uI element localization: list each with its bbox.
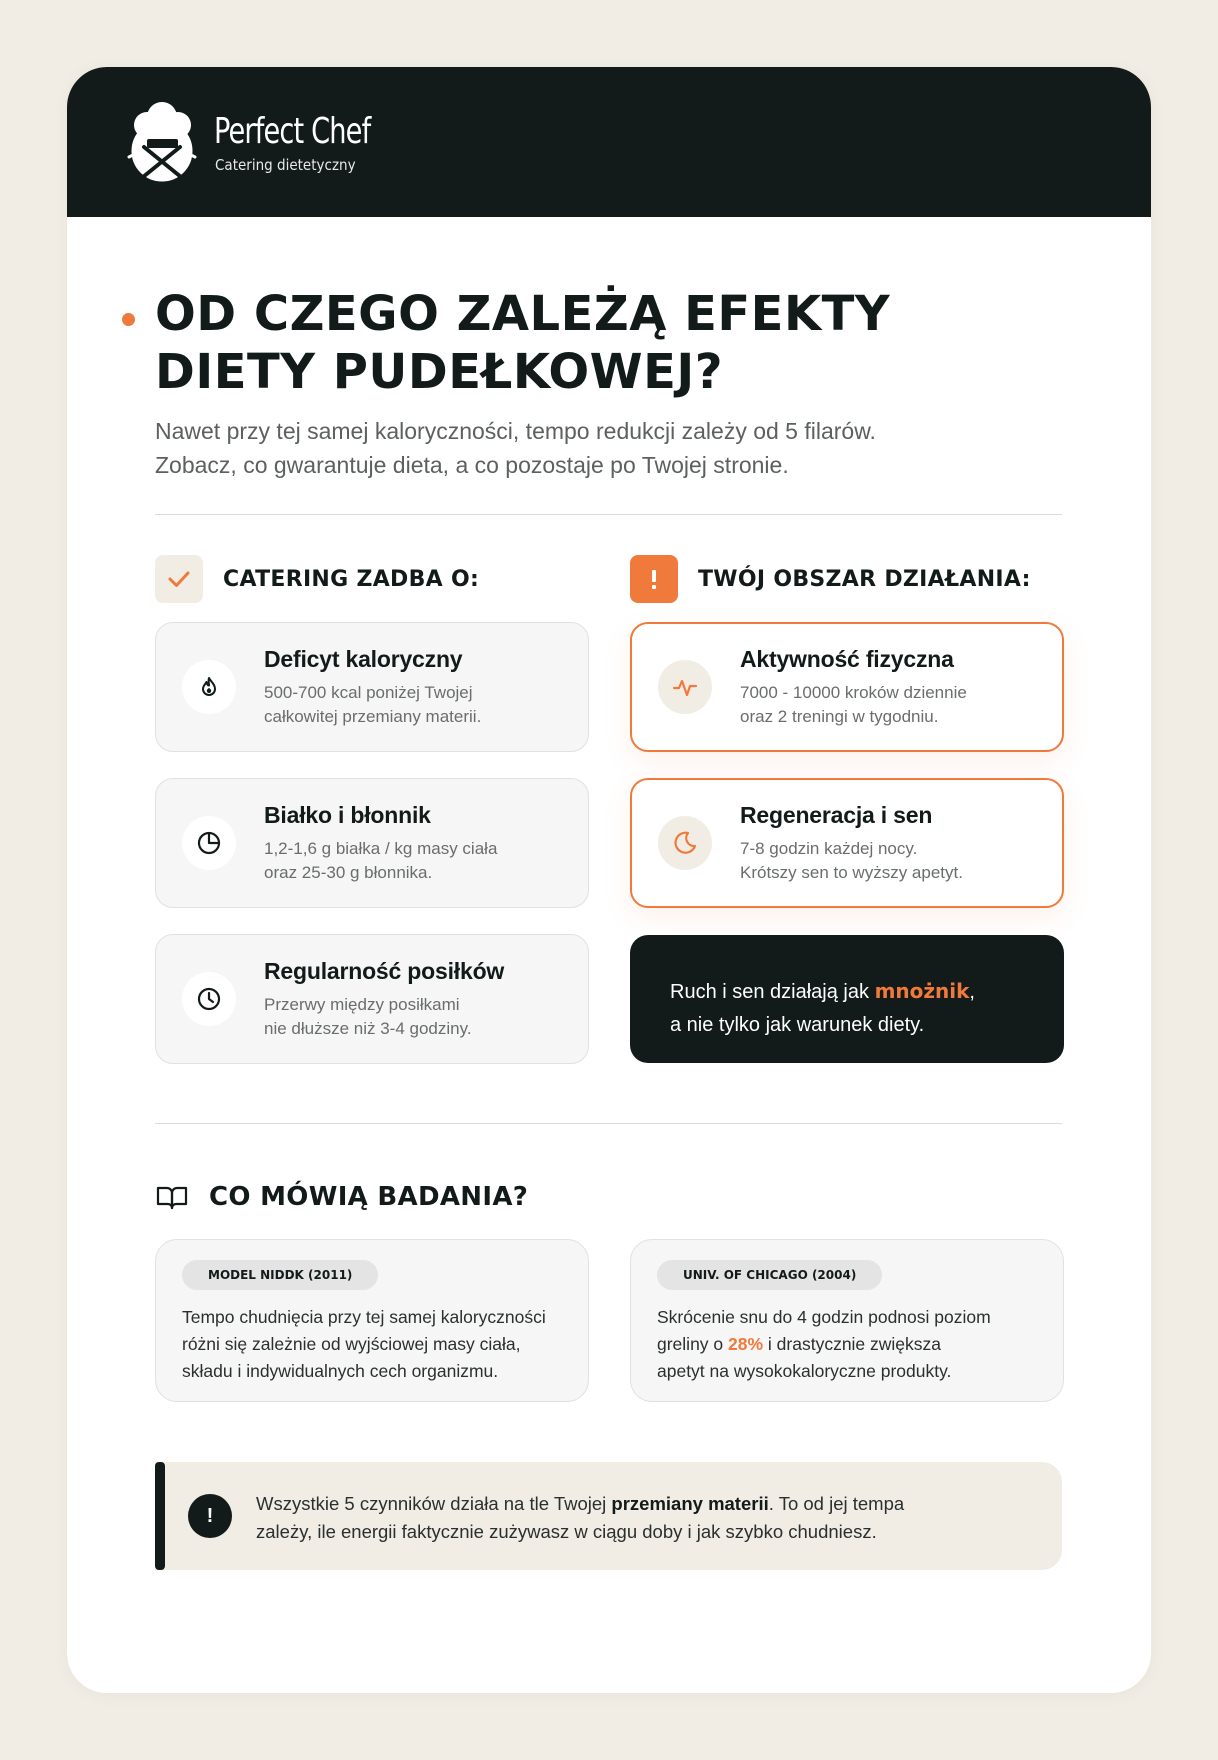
your-item-sleep-recovery [630,778,1064,908]
note-accent-bar [155,1462,165,1570]
item-description: 7000 - 10000 kroków dziennie oraz 2 treningi w tygodniu. [740,682,967,726]
catering-item-calorie-deficit [155,622,589,752]
item-title: Regeneracja i sen [740,801,933,828]
clock-icon [182,972,236,1026]
open-book-icon [155,1173,189,1221]
flame-icon [182,660,236,714]
note-bold: przemiany materii [611,1493,769,1514]
moon-icon [658,816,712,870]
item-title: Białko i błonnik [264,801,431,828]
item-title: Deficyt kaloryczny [264,645,463,672]
study-card-chicago [630,1239,1064,1402]
study-source-badge: MODEL NIDDK (2011) [182,1260,378,1290]
check-icon [155,555,203,603]
catering-heading: CATERING ZADBA O: [155,555,479,603]
exclamation-icon: ! [188,1494,232,1538]
item-title: Regularność posiłków [264,957,505,984]
infographic-card [67,67,1151,1693]
page-title: OD CZEGO ZALEŻĄ EFEKTY DIETY PUDEŁKOWEJ? [155,286,891,400]
chef-hat-knife-fork-icon [123,95,201,185]
pulse-icon [658,660,712,714]
item-description: 7-8 godzin każdej nocy. Krótszy sen to wyższy apetyt. [740,838,963,882]
note-text: Wszystkie 5 czynników działa na tle Twojej przemiany materii. To od jej tempa zależy, ile energii faktycznie zużywasz w ciągu doby i jak szybko chudniesz. [256,1493,905,1542]
title-bullet [122,313,135,326]
page-subtitle: Nawet przy tej samej kaloryczności, tempo redukcji zależy od 5 filarów. Zobacz, co gwarantuje dieta, a co pozostaje po Twojej stronie. [155,418,876,478]
item-description: 1,2-1,6 g białka / kg masy ciała oraz 25-30 g błonnika. [264,838,498,882]
metabolism-note [155,1462,1062,1570]
study-source-badge: UNIV. OF CHICAGO (2004) [657,1260,882,1290]
study-card-niddk [155,1239,589,1402]
pie-chart-icon [182,816,236,870]
catering-item-meal-regularity [155,934,589,1064]
divider [155,514,1062,515]
research-heading: CO MÓWIĄ BADANIA? [155,1173,528,1221]
exclamation-icon [630,555,678,603]
multiplier-callout: Ruch i sen działają jak mnożnik, a nie tylko jak warunek diety. [630,935,1064,1063]
item-description: 500-700 kcal poniżej Twojej całkowitej przemiany materii. [264,682,482,726]
item-title: Aktywność fizyczna [740,645,954,672]
brand-tagline: Catering dietetyczny [215,156,356,174]
study-text: Tempo chudnięcia przy tej samej kaloryczności różni się zależnie od wyjściowej masy ciała, składu i indywidualnych cech organizmu. [182,1307,546,1381]
your-area-heading: TWÓJ OBSZAR DZIAŁANIA: [630,555,1031,603]
your-item-physical-activity [630,622,1064,752]
brand-name: Perfect Chef [214,111,371,152]
divider [155,1123,1062,1124]
item-description: Przerwy między posiłkami nie dłuższe niż 3-4 godziny. [264,994,472,1038]
header [67,67,1151,217]
stat-highlight: 28% [728,1334,764,1354]
callout-highlight: mnożnik [874,979,970,1003]
study-text: Skrócenie snu do 4 godzin podnosi poziom greliny o 28% i drastycznie zwiększa apetyt na wysokokaloryczne produkty. [657,1307,991,1381]
catering-item-protein-fiber [155,778,589,908]
